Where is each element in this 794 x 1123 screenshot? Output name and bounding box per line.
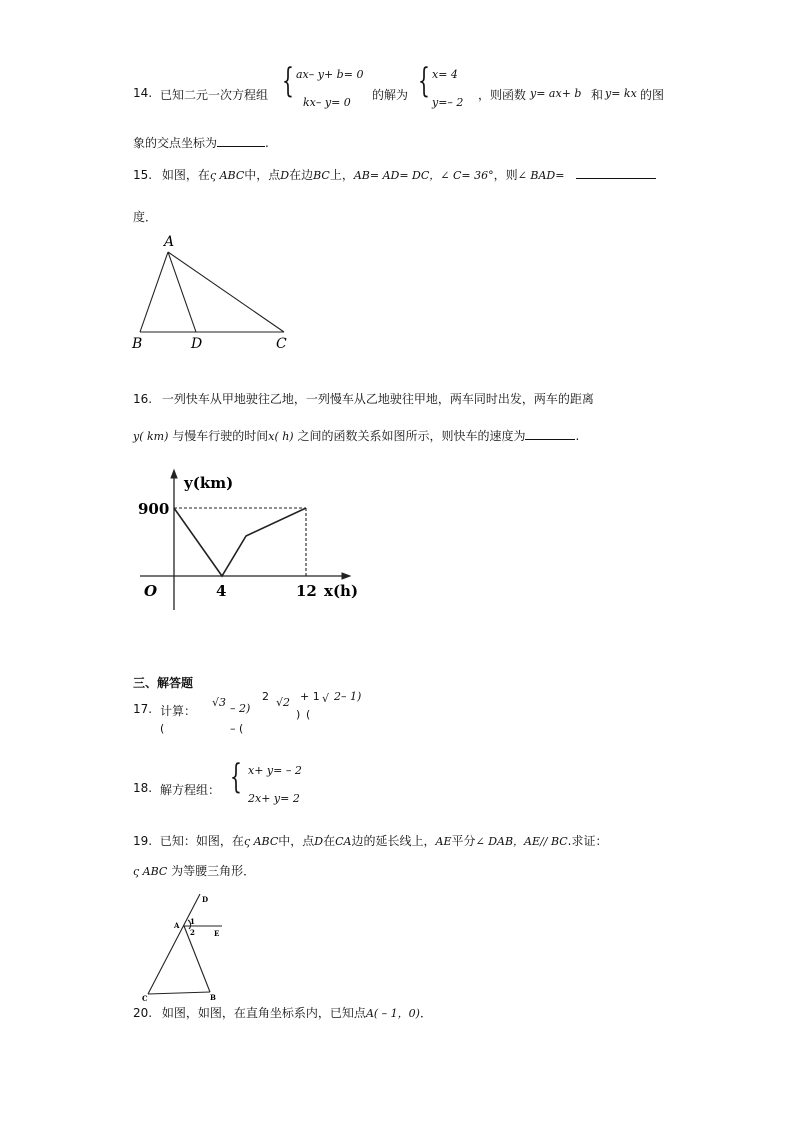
q15-condition: AB= AD= DC，∠ C= 36° xyxy=(353,169,494,182)
q19-label-b: B xyxy=(210,993,216,1002)
q19-label-e: E xyxy=(214,929,220,938)
q19-text-a: 已知：如图，在 xyxy=(159,834,244,848)
q14-function-1: y= ax+ b xyxy=(530,87,582,100)
q19-label-2: 2 xyxy=(190,928,195,937)
q14-prefix: 已知二元一次方程组 xyxy=(160,88,269,102)
q19-text-b: 中，点 xyxy=(278,834,315,848)
q16-answer-blank[interactable] xyxy=(525,427,575,440)
q16-text-2: 与慢车行驶的时间 xyxy=(172,429,269,443)
q17-paren-close: ) xyxy=(296,708,301,721)
q19-triangle: ς ABC xyxy=(243,835,279,848)
q14-line2-text: 象的交点坐标为 xyxy=(133,136,218,150)
q17-plus1: + 1 xyxy=(300,690,320,703)
q19-text-d: 边的延长线上， xyxy=(351,834,436,848)
q19-segment-cb xyxy=(148,992,210,994)
q19-line2-triangle: ς ABC xyxy=(133,865,168,878)
q17-sqrt-2-minus-1: 2– 1) xyxy=(334,690,362,703)
q20-point: A( – 1，0) xyxy=(365,1007,420,1020)
q17-left-paren: ( xyxy=(160,722,165,735)
q14-answer-blank[interactable] xyxy=(217,134,265,147)
q15-triangle-figure xyxy=(128,230,298,352)
q19-label-d: D xyxy=(202,895,209,904)
q18-equation-2: 2x+ y= 2 xyxy=(248,792,300,805)
q14-solution-brace: { xyxy=(418,61,430,101)
q16-tick-900: 900 xyxy=(138,500,170,518)
q17-number: 17. xyxy=(133,702,153,716)
q19-segment-ab xyxy=(184,926,210,992)
q19-point-d: D xyxy=(314,835,324,848)
q15-text-d: 上， xyxy=(329,168,354,182)
q15-ask: ∠ BAD= xyxy=(517,169,565,182)
q16-line2 xyxy=(133,427,579,444)
q19-line1 xyxy=(133,832,607,849)
q16-line1 xyxy=(133,390,594,407)
q16-tick-4: 4 xyxy=(216,582,227,600)
q14-suffix-b: 的图 xyxy=(640,88,665,102)
q15-label-b: B xyxy=(132,336,143,352)
q14-number: 14. xyxy=(133,86,153,100)
q18-number: 18. xyxy=(133,781,153,795)
q14-and: 和 xyxy=(591,88,604,102)
q19-line-cd xyxy=(148,894,200,994)
q15-line2: 度． xyxy=(133,210,158,224)
q15-label-a: A xyxy=(164,234,175,250)
q15-segment-ac xyxy=(168,252,284,332)
q15-side-bc: BC xyxy=(313,169,330,182)
q20-number: 20. xyxy=(133,1006,153,1020)
q15-answer-blank[interactable] xyxy=(576,166,656,179)
q19-side-ca: CA xyxy=(335,835,352,848)
q14-suffix-a: ，则函数 xyxy=(478,88,527,102)
q16-x-label: x(h) xyxy=(324,582,359,600)
q19-text-c: 在 xyxy=(323,834,336,848)
q14-solution-x: x= 4 xyxy=(432,68,458,81)
q15-text-a: 如图，在 xyxy=(161,168,210,182)
q14-system-brace: { xyxy=(282,61,294,101)
q15-number: 15. xyxy=(133,168,153,182)
q17-exponent: 2 xyxy=(262,690,269,703)
q17-paren-open: ( xyxy=(306,708,311,721)
q15-triangle: ς ABC xyxy=(209,169,245,182)
q18-equation-1: x+ y= – 2 xyxy=(248,764,302,777)
q19-label-c: C xyxy=(142,994,148,1002)
q17-sqrt2: √2 xyxy=(276,696,291,709)
q16-function-line xyxy=(174,508,306,576)
q16-x-h: x( h) xyxy=(268,430,294,443)
q19-number: 19. xyxy=(133,834,153,848)
q19-line2 xyxy=(133,862,255,879)
q16-number: 16. xyxy=(133,392,153,406)
q14-function-2: y= kx xyxy=(605,87,637,100)
q19-text-e: 平分 xyxy=(451,834,476,848)
q20-end: ． xyxy=(419,1006,432,1020)
q15-point-d: D xyxy=(280,169,290,182)
q17-minus-paren: – ( xyxy=(230,722,244,735)
q16-text-3: 之间的函数关系如图所示，则快车的速度为 xyxy=(297,429,526,443)
q15-text-c: 在边 xyxy=(289,168,314,182)
q15-segment-ab xyxy=(140,252,168,332)
q19-triangle-figure xyxy=(138,890,238,1002)
q16-text-1: 一列快车从甲地驶往乙地，一列慢车从乙地驶往甲地，两车同时出发，两车的距离 xyxy=(161,392,594,406)
q14-mid-text: 的解为 xyxy=(372,88,409,102)
q15-text-b: 中，点 xyxy=(244,168,281,182)
q20-line xyxy=(133,1004,432,1021)
q16-origin: O xyxy=(144,582,158,600)
q16-distance-graph xyxy=(136,468,366,618)
q15-text-e: ，则 xyxy=(493,168,518,182)
q17-sqrt3: √3 xyxy=(212,696,227,709)
q19-ae: AE xyxy=(435,835,452,848)
q14-solution-y: y=– 2 xyxy=(432,96,464,109)
q16-y-label: y(km) xyxy=(184,474,234,492)
q16-end: . xyxy=(575,429,580,443)
q19-label-1: 1 xyxy=(190,917,195,926)
q19-angle: ∠ DAB，AE// BC xyxy=(475,835,568,848)
q16-y-arrow xyxy=(171,470,177,478)
q15-label-c: C xyxy=(276,336,287,352)
q20-text: 如图，如图，在直角坐标系内，已知点 xyxy=(161,1006,366,1020)
q18-system-brace: { xyxy=(230,757,242,797)
q14-equation-1: ax– y+ b= 0 xyxy=(296,68,364,81)
q14-end: . xyxy=(265,136,269,150)
section-3-title: 三、解答题 xyxy=(133,676,194,690)
q16-x-arrow xyxy=(342,573,350,579)
q17-minus2: – 2) xyxy=(230,702,251,715)
q17-label: 计算： xyxy=(160,704,197,718)
q18-label: 解方程组： xyxy=(160,783,221,797)
q19-label-a: A xyxy=(174,921,180,930)
q14-equation-2: kx– y= 0 xyxy=(303,96,351,109)
q17-sqrt-sign: √ xyxy=(322,692,330,705)
q15-label-d: D xyxy=(191,336,203,352)
q19-text-f: .求证： xyxy=(567,834,608,848)
q16-y-km: y( km) xyxy=(133,430,169,443)
q15-line1 xyxy=(133,166,656,183)
q14-line2 xyxy=(133,134,269,151)
q16-tick-12: 12 xyxy=(296,582,317,600)
q19-line2-text: 为等腰三角形． xyxy=(171,864,256,878)
q15-segment-ad xyxy=(168,252,196,332)
